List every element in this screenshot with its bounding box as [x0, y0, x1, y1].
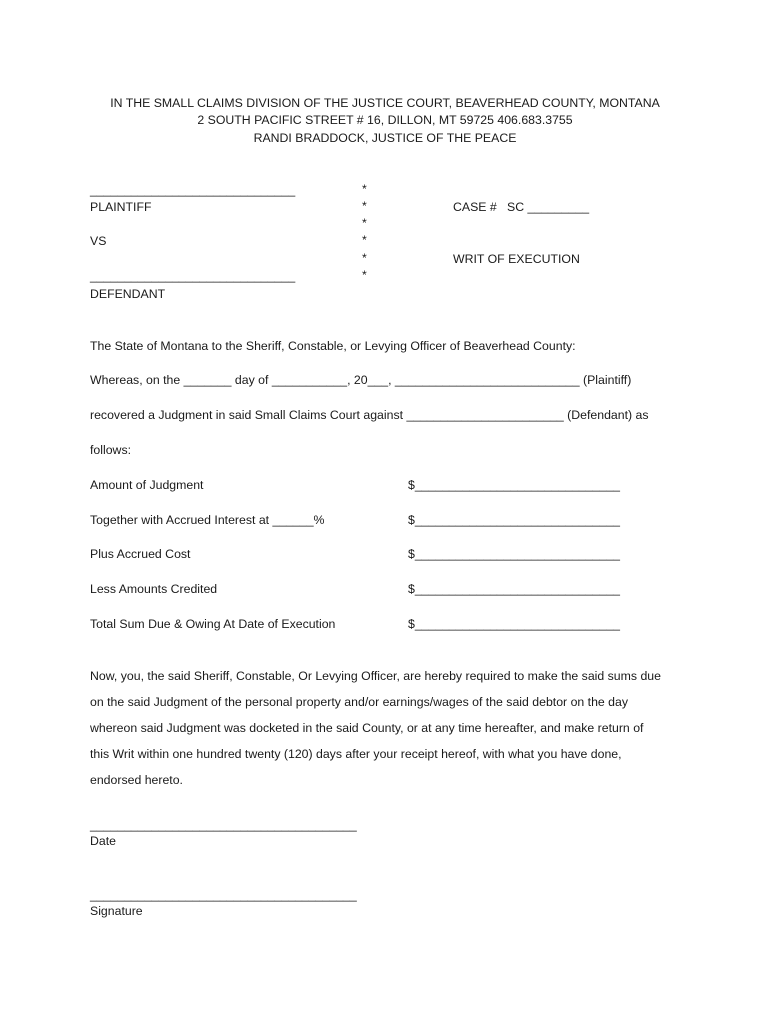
court-address: 2 SOUTH PACIFIC STREET # 16, DILLON, MT 59725 406.683.3755	[197, 113, 573, 127]
amount-value: $______________________________	[408, 478, 621, 492]
amount-label: Total Sum Due & Owing At Date of Execution	[90, 617, 336, 631]
caption-separator: *	[362, 251, 367, 265]
date-label: Date	[90, 834, 116, 848]
command-line: whereon said Judgment was docketed in the said County, or at any time hereafter, and make return of	[90, 721, 644, 735]
amount-value: $______________________________	[408, 547, 621, 561]
defendant-label: DEFENDANT	[90, 287, 166, 301]
amount-value: $______________________________	[408, 582, 621, 596]
recovered-line: recovered a Judgment in said Small Claims Court against _______________________ (Defendant) as	[90, 408, 649, 422]
salutation: The State of Montana to the Sheriff, Constable, or Levying Officer of Beaverhead County:	[90, 339, 576, 353]
caption-separator: *	[362, 199, 367, 213]
signature-blank: _______________________________________	[90, 888, 357, 902]
caption-separator: *	[362, 216, 367, 230]
caption-separator: *	[362, 268, 367, 282]
amount-label: Less Amounts Credited	[90, 582, 218, 596]
justice-name: RANDI BRADDOCK, JUSTICE OF THE PEACE	[253, 131, 517, 145]
command-line: this Writ within one hundred twenty (120) days after your receipt hereof, with what you have done,	[90, 747, 622, 761]
caption-separator: *	[362, 182, 367, 196]
court-heading: IN THE SMALL CLAIMS DIVISION OF THE JUSTICE COURT, BEAVERHEAD COUNTY, MONTANA	[110, 96, 660, 110]
plaintiff-blank: ______________________________	[90, 183, 296, 197]
command-line: Now, you, the said Sheriff, Constable, Or Levying Officer, are hereby required to make the said sums due	[90, 669, 661, 683]
whereas-line: Whereas, on the _______ day of ___________, 20___, ___________________________ (Plaintiff)	[90, 373, 632, 387]
caption-separator: *	[362, 233, 367, 247]
defendant-blank: ______________________________	[90, 269, 296, 283]
amount-value: $______________________________	[408, 617, 621, 631]
amount-label: Amount of Judgment	[90, 478, 204, 492]
plaintiff-label: PLAINTIFF	[90, 200, 152, 214]
vs-label: VS	[90, 234, 107, 248]
command-line: endorsed hereto.	[90, 773, 183, 787]
amount-label: Plus Accrued Cost	[90, 547, 191, 561]
follows-line: follows:	[90, 443, 132, 457]
amount-label: Together with Accrued Interest at ______%	[90, 513, 325, 527]
amount-value: $______________________________	[408, 513, 621, 527]
command-line: on the said Judgment of the personal property and/or earnings/wages of the said debtor on the day	[90, 695, 629, 709]
signature-label: Signature	[90, 904, 143, 918]
date-blank: _______________________________________	[90, 818, 357, 832]
document-title: WRIT OF EXECUTION	[453, 252, 580, 266]
case-number: CASE # SC _________	[453, 200, 590, 214]
